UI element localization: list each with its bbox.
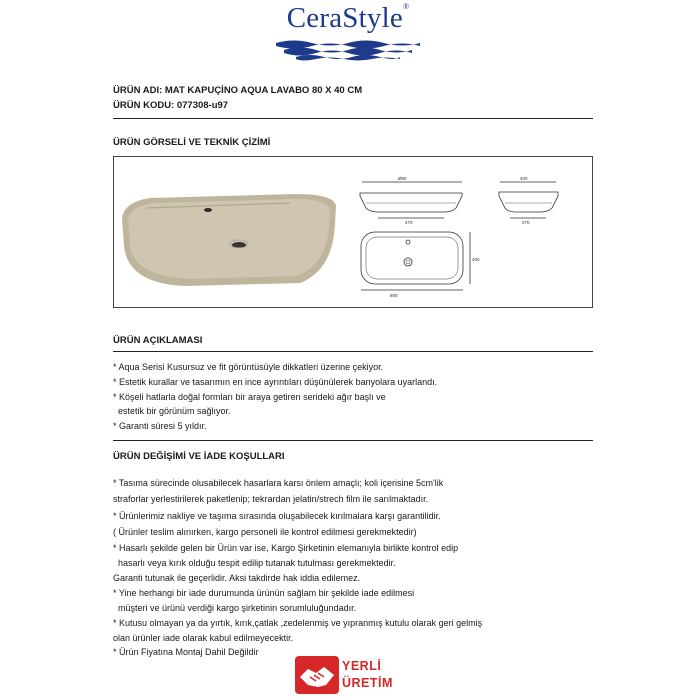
side-elevation-drawing (360, 176, 462, 225)
returns-line: * Ürünlerimiz nakliye ve taşıma sırasında oluşabilecek kırılmalara karşı garantilidir. (113, 511, 441, 521)
returns-line: hasarlı veya kırık olduğu tespit edilip tutanak tutulması gerekmektedir. (113, 558, 396, 568)
svg-text:470: 470 (405, 220, 413, 225)
description-line: * Aqua Serisi Kusursuz ve fit görüntüsüyle dikkatleri üzerine çekiyor. (113, 362, 384, 372)
returns-line: müşteri ve ürünü verdiği kargo şirketinin sorumluluğundadır. (113, 603, 357, 613)
divider (113, 440, 593, 441)
returns-line: Garanti tutunak ile geçerlidir. Aksi takdirde hak iddia edilemez. (113, 573, 361, 583)
description-line: * Estetik kurallar ve tasarımın en ince ayrıntıları düşünülerek banyolara uyarlandı. (113, 377, 438, 387)
description-line: estetik bir görünüm sağlıyor. (113, 406, 231, 416)
description-line: * Köşeli hatlarla doğal formları bir araya getiren serideki ağır başlı ve (113, 392, 386, 402)
svg-text:400: 400 (520, 176, 528, 181)
description-line: * Garanti süresi 5 yıldır. (113, 421, 207, 431)
brand-name: CeraStyle® (286, 2, 410, 34)
badge-line-1: YERLİ (342, 659, 382, 673)
svg-text:270: 270 (522, 220, 530, 225)
returns-title: ÜRÜN DEĞİŞİMİ VE İADE KOŞULLARI (113, 451, 285, 462)
returns-line: * Kutusu olmayan ya da yırtık, kırık,çatlak ,zedelenmiş ve yıpranmış kutulu olarak geri gelmiş (113, 618, 483, 628)
returns-line: straforlar yerlestirilerek paketlenip; tekrardan jelatin/strech film ile sarılmaktadır. (113, 494, 429, 504)
returns-line: ( Ürünler teslim alınırken, kargo personeli ile kontrol edilmesi gerekmektedir) (113, 527, 417, 537)
yerli-uretim-badge (294, 655, 406, 695)
svg-text:400: 400 (472, 257, 480, 262)
returns-line: * Ürün Fiyatına Montaj Dahil Değildir (113, 647, 259, 657)
handshake-icon (294, 655, 340, 695)
svg-text:800: 800 (390, 293, 398, 298)
images-section-title: ÜRÜN GÖRSELİ VE TEKNİK ÇİZİMİ (113, 137, 271, 148)
badge-line-2: ÜRETİM (342, 676, 393, 690)
end-elevation-drawing (499, 176, 558, 225)
returns-line: * Tasıma sürecinde olusabilecek hasarlara karsı önlem amaçlı; koli içerisine 5cm'lik (113, 478, 444, 488)
plan-view-drawing (361, 232, 480, 298)
description-title: ÜRÜN AÇIKLAMASI (113, 335, 203, 346)
product-name: ÜRÜN ADI: MAT KAPUÇİNO AQUA LAVABO 80 X 40 CM (113, 85, 363, 96)
basin-photo (122, 194, 336, 286)
product-code: ÜRÜN KODU: 077308-u97 (113, 100, 229, 111)
divider (113, 351, 593, 352)
svg-text:Ø80: Ø80 (398, 176, 407, 181)
returns-line: * Hasarlı şekilde gelen bir Ürün var ise, Kargo Şirketinin elemanıyla birlikte kontrol edip (113, 543, 459, 553)
returns-line: olan ürünler iade olarak kabul edilmeyecektir. (113, 633, 294, 643)
tap-hole-icon (204, 208, 212, 212)
returns-line: * Yine herhangi bir iade durumunda ürünün sağlam bir şekilde iade edilmesi (113, 588, 415, 598)
